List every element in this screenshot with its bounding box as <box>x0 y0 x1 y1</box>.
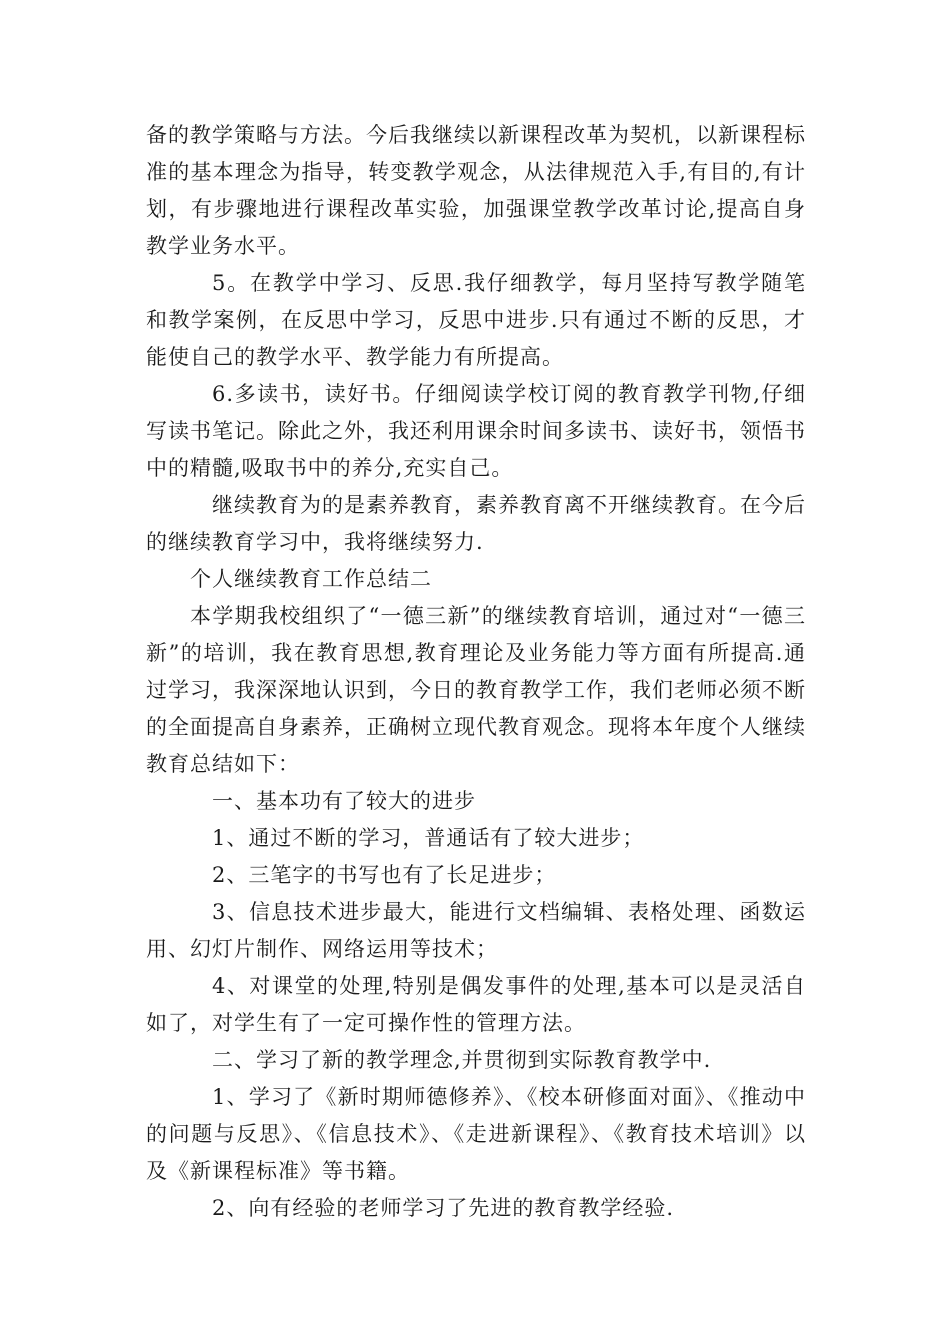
section-title: 个人继续教育工作总结二 <box>190 567 432 591</box>
paragraph: 6.多读书，读好书。仔细阅读学校订阅的教育教学刊物,仔细写读书笔记。除此之外，我还利用课余时间多读书、读好书，领悟书中的精髓,吸取书中的养分,充实自己。 <box>146 382 806 480</box>
paragraph: 备的教学策略与方法。今后我继续以新课程改革为契机，以新课程标准的基本理念为指导，转变教学观念，从法律规范入手,有目的,有计划，有步骤地进行课程改革实验，加强课堂教学改革讨论,提高自身教学业务水平。 <box>146 123 806 258</box>
paragraph: 继续教育为的是素养教育，素养教育离不开继续教育。在今后的继续教育学习中，我将继续努力. <box>146 493 806 554</box>
paragraph: 本学期我校组织了“一德三新”的继续教育培训，通过对“一德三新”的培训，我在教育思想,教育理论及业务能力等方面有所提高.通过学习，我深深地认识到，今日的教育教学工作，我们老师必须不断的全面提高自身素养，正确树立现代教育观念。现将本年度个人继续教育总结如下： <box>146 604 806 776</box>
list-item: 1、通过不断的学习，普通话有了较大进步； <box>212 826 645 850</box>
list-item: 3、信息技术进步最大，能进行文档编辑、表格处理、函数运用、幻灯片制作、网络运用等技术； <box>146 900 806 961</box>
document-body <box>146 117 806 1227</box>
section-heading: 一、基本功有了较大的进步 <box>212 789 476 813</box>
list-item: 4、对课堂的处理,特别是偶发事件的处理,基本可以是灵活自如了，对学生有了一定可操作性的管理方法。 <box>146 974 806 1035</box>
list-item: 2、向有经验的老师学习了先进的教育教学经验. <box>212 1196 675 1220</box>
section-heading: 二、学习了新的教学理念,并贯彻到实际教育教学中. <box>212 1048 712 1072</box>
list-item: 1、学习了《新时期师德修养》、《校本研修面对面》、《推动中的问题与反思》、《信息技术》、《走进新课程》、《教育技术培训》以及《新课程标准》等书籍。 <box>146 1085 806 1183</box>
paragraph: 5。在教学中学习、反思.我仔细教学，每月坚持写教学随笔和教学案例，在反思中学习，反思中进步.只有通过不断的反思，才能使自己的教学水平、教学能力有所提高。 <box>146 271 806 369</box>
list-item: 2、三笔字的书写也有了长足进步； <box>212 863 557 887</box>
